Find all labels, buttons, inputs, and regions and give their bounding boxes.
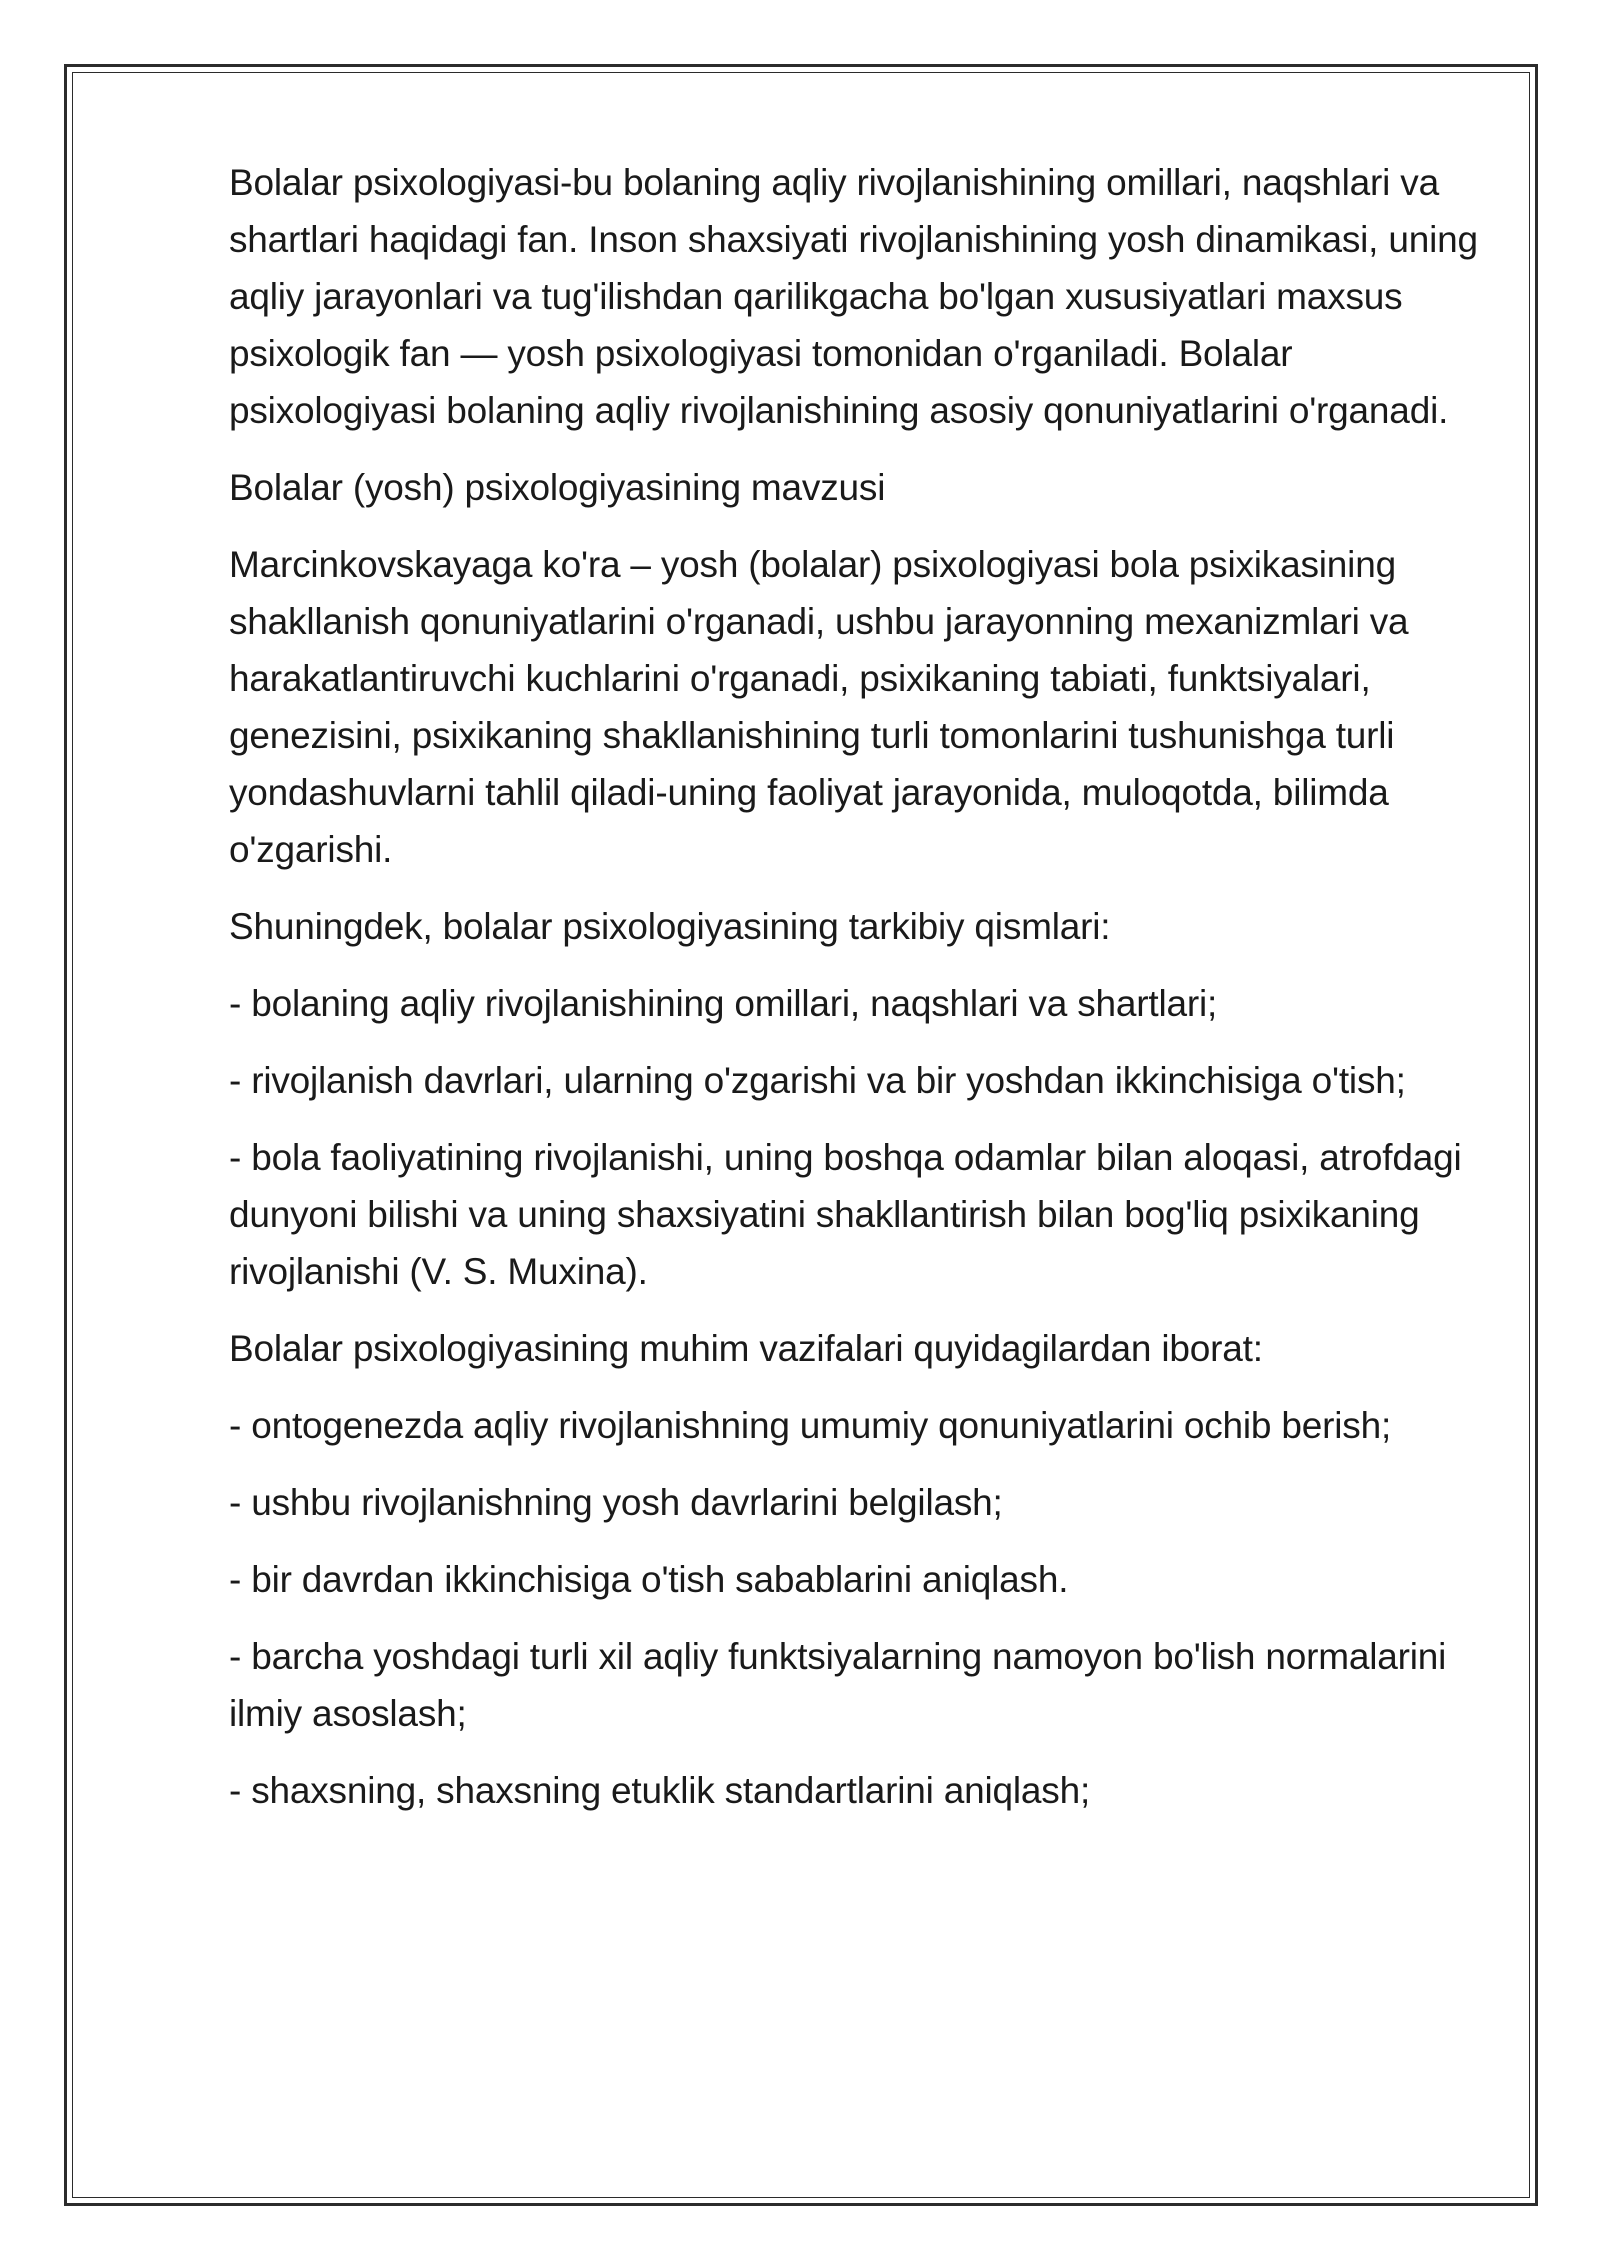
tasks-intro: Bolalar psixologiyasining muhim vazifalari quyidagilardan iborat: bbox=[229, 1328, 1263, 1369]
list-item: - rivojlanish davrlari, ularning o'zgarishi va bir yoshdan ikkinchisiga o'tish; bbox=[229, 1060, 1406, 1101]
document-body bbox=[229, 154, 1495, 1839]
components-intro: Shuningdek, bolalar psixologiyasining tarkibiy qismlari: bbox=[229, 906, 1111, 947]
definition-paragraph: Marcinkovskayaga ko'ra – yosh (bolalar) psixologiyasi bola psixikasining shakllanish qonuniyatlarini o'rganadi, ushbu jarayonning mexanizmlari va harakatlantiruvchi kuchlarini o'rganadi, psixikaning tabiati, funktsiyalari, genezisini, psixikaning shakllanishining turli tomonlarini tushunishga turli yondashuvlarni tahlil qiladi-uning faoliyat jarayonida, muloqotda, bilimda o'zgarishi. bbox=[229, 544, 1409, 870]
list-item: - barcha yoshdagi turli xil aqliy funktsiyalarning namoyon bo'lish normalarini ilmiy asoslash; bbox=[229, 1636, 1447, 1734]
list-item: - bolaning aqliy rivojlanishining omillari, naqshlari va shartlari; bbox=[229, 983, 1218, 1024]
list-item: - bola faoliyatining rivojlanishi, uning boshqa odamlar bilan aloqasi, atrofdagi dunyoni bilishi va uning shaxsiyatini shakllantirish bilan bog'liq psixikaning rivojlanishi (V. S. Muxina). bbox=[229, 1137, 1462, 1292]
list-item: - shaxsning, shaxsning etuklik standartlarini aniqlash; bbox=[229, 1770, 1091, 1811]
intro-paragraph: Bolalar psixologiyasi-bu bolaning aqliy rivojlanishining omillari, naqshlari va shartlari haqidagi fan. Inson shaxsiyati rivojlanishining yosh dinamikasi, uning aqliy jarayonlari va tug'ilishdan qarilikgacha bo'lgan xususiyatlari maxsus psixologik fan — yosh psixologiyasi tomonidan o'rganiladi. Bolalar psixologiyasi bolaning aqliy rivojlanishining asosiy qonuniyatlarini o'rganadi. bbox=[229, 162, 1478, 431]
list-item: - ushbu rivojlanishning yosh davrlarini belgilash; bbox=[229, 1482, 1003, 1523]
section-heading: Bolalar (yosh) psixologiyasining mavzusi bbox=[229, 467, 886, 508]
list-item: - ontogenezda aqliy rivojlanishning umumiy qonuniyatlarini ochib berish; bbox=[229, 1405, 1392, 1446]
list-item: - bir davrdan ikkinchisiga o'tish sabablarini aniqlash. bbox=[229, 1559, 1069, 1600]
